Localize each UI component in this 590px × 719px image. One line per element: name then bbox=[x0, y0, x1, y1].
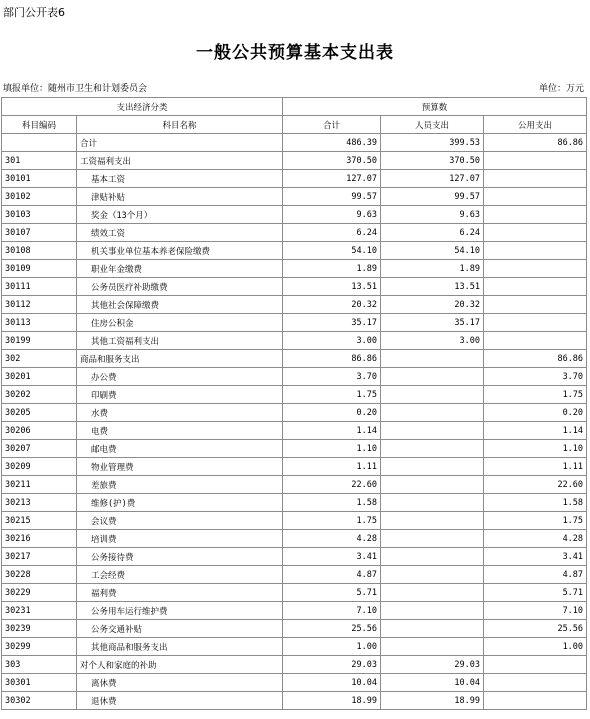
personnel-expense-cell: 399.53 bbox=[381, 134, 484, 152]
subject-name-cell: 邮电费 bbox=[77, 440, 283, 458]
subject-name-cell: 住房公积金 bbox=[77, 314, 283, 332]
personnel-expense-cell bbox=[381, 638, 484, 656]
subject-code-cell: 30103 bbox=[2, 206, 77, 224]
subject-code-cell: 30217 bbox=[2, 548, 77, 566]
subject-code-cell: 30202 bbox=[2, 386, 77, 404]
public-expense-cell: 1.00 bbox=[484, 638, 587, 656]
total-cell: 29.03 bbox=[283, 656, 381, 674]
table-row bbox=[2, 134, 587, 152]
table-row bbox=[2, 548, 587, 566]
subject-name-cell: 对个人和家庭的补助 bbox=[77, 656, 283, 674]
public-expense-cell bbox=[484, 224, 587, 242]
subject-code-cell: 30199 bbox=[2, 332, 77, 350]
personnel-expense-cell: 29.03 bbox=[381, 656, 484, 674]
subject-name-cell: 离休费 bbox=[77, 674, 283, 692]
header-public-expense: 公用支出 bbox=[484, 116, 587, 134]
header-total: 合计 bbox=[283, 116, 381, 134]
total-cell: 4.28 bbox=[283, 530, 381, 548]
subject-code-cell: 30101 bbox=[2, 170, 77, 188]
subject-name-cell: 差旅费 bbox=[77, 476, 283, 494]
total-cell: 18.99 bbox=[283, 692, 381, 710]
table-row bbox=[2, 296, 587, 314]
personnel-expense-cell bbox=[381, 458, 484, 476]
personnel-expense-cell bbox=[381, 620, 484, 638]
subject-name-cell: 机关事业单位基本养老保险缴费 bbox=[77, 242, 283, 260]
subject-name-cell: 退休费 bbox=[77, 692, 283, 710]
total-cell: 1.89 bbox=[283, 260, 381, 278]
personnel-expense-cell bbox=[381, 440, 484, 458]
table-row bbox=[2, 602, 587, 620]
subject-code-cell: 30108 bbox=[2, 242, 77, 260]
personnel-expense-cell: 6.24 bbox=[381, 224, 484, 242]
table-row bbox=[2, 638, 587, 656]
subject-name-cell: 培训费 bbox=[77, 530, 283, 548]
subject-code-cell: 30211 bbox=[2, 476, 77, 494]
public-expense-cell bbox=[484, 296, 587, 314]
personnel-expense-cell bbox=[381, 350, 484, 368]
subject-name-cell: 印刷费 bbox=[77, 386, 283, 404]
currency-unit: 单位：万元 bbox=[538, 84, 584, 94]
subject-code-cell: 30207 bbox=[2, 440, 77, 458]
subject-name-cell: 工资福利支出 bbox=[77, 152, 283, 170]
subject-name-cell: 电费 bbox=[77, 422, 283, 440]
public-expense-cell: 3.70 bbox=[484, 368, 587, 386]
total-cell: 1.75 bbox=[283, 386, 381, 404]
subject-code-cell: 30107 bbox=[2, 224, 77, 242]
personnel-expense-cell: 1.89 bbox=[381, 260, 484, 278]
subject-name-cell: 公务员医疗补助缴费 bbox=[77, 278, 283, 296]
subject-name-cell: 会议费 bbox=[77, 512, 283, 530]
table-row bbox=[2, 368, 587, 386]
subject-code-cell: 30239 bbox=[2, 620, 77, 638]
subject-code-cell: 30109 bbox=[2, 260, 77, 278]
total-cell: 1.58 bbox=[283, 494, 381, 512]
total-cell: 3.41 bbox=[283, 548, 381, 566]
subject-code-cell: 30228 bbox=[2, 566, 77, 584]
subject-code-cell: 30201 bbox=[2, 368, 77, 386]
total-cell: 86.86 bbox=[283, 350, 381, 368]
public-expense-cell: 1.75 bbox=[484, 512, 587, 530]
table-row bbox=[2, 314, 587, 332]
personnel-expense-cell bbox=[381, 368, 484, 386]
public-expense-cell: 22.60 bbox=[484, 476, 587, 494]
public-expense-cell bbox=[484, 242, 587, 260]
table-row bbox=[2, 242, 587, 260]
public-expense-cell: 1.58 bbox=[484, 494, 587, 512]
public-expense-cell: 3.41 bbox=[484, 548, 587, 566]
total-cell: 1.75 bbox=[283, 512, 381, 530]
personnel-expense-cell: 127.07 bbox=[381, 170, 484, 188]
subject-code-cell: 30302 bbox=[2, 692, 77, 710]
table-row bbox=[2, 188, 587, 206]
subject-name-cell: 绩效工资 bbox=[77, 224, 283, 242]
subject-code-cell: 30112 bbox=[2, 296, 77, 314]
personnel-expense-cell: 99.57 bbox=[381, 188, 484, 206]
budget-table bbox=[1, 97, 587, 710]
subject-name-cell: 其他工资福利支出 bbox=[77, 332, 283, 350]
subject-code-cell: 30215 bbox=[2, 512, 77, 530]
personnel-expense-cell bbox=[381, 530, 484, 548]
total-cell: 3.70 bbox=[283, 368, 381, 386]
subject-code-cell: 30216 bbox=[2, 530, 77, 548]
total-cell: 7.10 bbox=[283, 602, 381, 620]
total-cell: 127.07 bbox=[283, 170, 381, 188]
subject-code-cell: 302 bbox=[2, 350, 77, 368]
personnel-expense-cell bbox=[381, 494, 484, 512]
personnel-expense-cell: 13.51 bbox=[381, 278, 484, 296]
table-row bbox=[2, 350, 587, 368]
personnel-expense-cell: 35.17 bbox=[381, 314, 484, 332]
personnel-expense-cell bbox=[381, 476, 484, 494]
subject-code-cell: 30113 bbox=[2, 314, 77, 332]
filling-unit: 填报单位：随州市卫生和计划委员会 bbox=[3, 84, 148, 94]
total-cell: 9.63 bbox=[283, 206, 381, 224]
public-expense-cell bbox=[484, 206, 587, 224]
subject-code-cell: 30229 bbox=[2, 584, 77, 602]
table-row bbox=[2, 170, 587, 188]
header-economic-classification: 支出经济分类 bbox=[2, 98, 283, 116]
public-expense-cell: 86.86 bbox=[484, 134, 587, 152]
total-cell: 1.14 bbox=[283, 422, 381, 440]
total-cell: 22.60 bbox=[283, 476, 381, 494]
total-cell: 3.00 bbox=[283, 332, 381, 350]
personnel-expense-cell: 20.32 bbox=[381, 296, 484, 314]
total-cell: 370.50 bbox=[283, 152, 381, 170]
total-cell: 0.20 bbox=[283, 404, 381, 422]
subject-name-cell: 公务交通补贴 bbox=[77, 620, 283, 638]
personnel-expense-cell bbox=[381, 566, 484, 584]
table-row bbox=[2, 404, 587, 422]
table-row bbox=[2, 476, 587, 494]
subject-code-cell: 30206 bbox=[2, 422, 77, 440]
total-cell: 1.00 bbox=[283, 638, 381, 656]
subject-name-cell: 合计 bbox=[77, 134, 283, 152]
public-expense-cell bbox=[484, 278, 587, 296]
subject-code-cell: 301 bbox=[2, 152, 77, 170]
subject-code-cell bbox=[2, 134, 77, 152]
table-row bbox=[2, 656, 587, 674]
subject-name-cell: 奖金（13个月） bbox=[77, 206, 283, 224]
table-row bbox=[2, 422, 587, 440]
total-cell: 20.32 bbox=[283, 296, 381, 314]
total-cell: 25.56 bbox=[283, 620, 381, 638]
page-title: 一般公共预算基本支出表 bbox=[196, 43, 394, 63]
table-row bbox=[2, 224, 587, 242]
public-expense-cell: 4.28 bbox=[484, 530, 587, 548]
table-row bbox=[2, 566, 587, 584]
public-expense-cell: 7.10 bbox=[484, 602, 587, 620]
public-expense-cell: 0.20 bbox=[484, 404, 587, 422]
personnel-expense-cell bbox=[381, 512, 484, 530]
total-cell: 54.10 bbox=[283, 242, 381, 260]
personnel-expense-cell bbox=[381, 386, 484, 404]
total-cell: 10.04 bbox=[283, 674, 381, 692]
header-row-group bbox=[2, 98, 587, 116]
table-row bbox=[2, 674, 587, 692]
total-cell: 99.57 bbox=[283, 188, 381, 206]
subject-name-cell: 办公费 bbox=[77, 368, 283, 386]
public-expense-cell: 1.10 bbox=[484, 440, 587, 458]
subject-code-cell: 30231 bbox=[2, 602, 77, 620]
subject-name-cell: 津贴补贴 bbox=[77, 188, 283, 206]
public-expense-cell bbox=[484, 170, 587, 188]
subject-name-cell: 水费 bbox=[77, 404, 283, 422]
total-cell: 1.11 bbox=[283, 458, 381, 476]
total-cell: 4.87 bbox=[283, 566, 381, 584]
public-expense-cell bbox=[484, 332, 587, 350]
document-label: 部门公开表6 bbox=[3, 6, 65, 19]
public-expense-cell: 1.75 bbox=[484, 386, 587, 404]
public-expense-cell: 86.86 bbox=[484, 350, 587, 368]
personnel-expense-cell: 370.50 bbox=[381, 152, 484, 170]
subject-name-cell: 商品和服务支出 bbox=[77, 350, 283, 368]
personnel-expense-cell bbox=[381, 602, 484, 620]
table-row bbox=[2, 278, 587, 296]
subject-code-cell: 30209 bbox=[2, 458, 77, 476]
personnel-expense-cell: 10.04 bbox=[381, 674, 484, 692]
subject-name-cell: 公务用车运行维护费 bbox=[77, 602, 283, 620]
subject-code-cell: 30111 bbox=[2, 278, 77, 296]
personnel-expense-cell: 9.63 bbox=[381, 206, 484, 224]
header-row-columns bbox=[2, 116, 587, 134]
table-row bbox=[2, 332, 587, 350]
table-row bbox=[2, 692, 587, 710]
subject-name-cell: 公务接待费 bbox=[77, 548, 283, 566]
public-expense-cell: 25.56 bbox=[484, 620, 587, 638]
total-cell: 35.17 bbox=[283, 314, 381, 332]
personnel-expense-cell: 54.10 bbox=[381, 242, 484, 260]
header-subject-name: 科目名称 bbox=[77, 116, 283, 134]
subject-name-cell: 维修(护)费 bbox=[77, 494, 283, 512]
header-personnel-expense: 人员支出 bbox=[381, 116, 484, 134]
public-expense-cell bbox=[484, 188, 587, 206]
subject-name-cell: 其他商品和服务支出 bbox=[77, 638, 283, 656]
subject-name-cell: 基本工资 bbox=[77, 170, 283, 188]
header-budget-amount: 预算数 bbox=[283, 98, 587, 116]
table-row bbox=[2, 440, 587, 458]
personnel-expense-cell: 18.99 bbox=[381, 692, 484, 710]
total-cell: 1.10 bbox=[283, 440, 381, 458]
subject-code-cell: 303 bbox=[2, 656, 77, 674]
subject-name-cell: 工会经费 bbox=[77, 566, 283, 584]
table-row bbox=[2, 620, 587, 638]
subject-name-cell: 福利费 bbox=[77, 584, 283, 602]
public-expense-cell: 1.11 bbox=[484, 458, 587, 476]
table-row bbox=[2, 584, 587, 602]
table-row bbox=[2, 494, 587, 512]
public-expense-cell bbox=[484, 692, 587, 710]
subject-code-cell: 30102 bbox=[2, 188, 77, 206]
public-expense-cell bbox=[484, 260, 587, 278]
table-row bbox=[2, 458, 587, 476]
public-expense-cell: 1.14 bbox=[484, 422, 587, 440]
public-expense-cell: 4.87 bbox=[484, 566, 587, 584]
table-row bbox=[2, 206, 587, 224]
personnel-expense-cell bbox=[381, 404, 484, 422]
subject-code-cell: 30213 bbox=[2, 494, 77, 512]
total-cell: 5.71 bbox=[283, 584, 381, 602]
header-subject-code: 科目编码 bbox=[2, 116, 77, 134]
subject-name-cell: 物业管理费 bbox=[77, 458, 283, 476]
personnel-expense-cell bbox=[381, 584, 484, 602]
personnel-expense-cell bbox=[381, 422, 484, 440]
subject-code-cell: 30205 bbox=[2, 404, 77, 422]
subject-name-cell: 其他社会保障缴费 bbox=[77, 296, 283, 314]
total-cell: 6.24 bbox=[283, 224, 381, 242]
subject-code-cell: 30301 bbox=[2, 674, 77, 692]
total-cell: 486.39 bbox=[283, 134, 381, 152]
table-row bbox=[2, 152, 587, 170]
public-expense-cell: 5.71 bbox=[484, 584, 587, 602]
public-expense-cell bbox=[484, 656, 587, 674]
subject-code-cell: 30299 bbox=[2, 638, 77, 656]
public-expense-cell bbox=[484, 152, 587, 170]
public-expense-cell bbox=[484, 314, 587, 332]
total-cell: 13.51 bbox=[283, 278, 381, 296]
personnel-expense-cell: 3.00 bbox=[381, 332, 484, 350]
table-row bbox=[2, 386, 587, 404]
public-expense-cell bbox=[484, 674, 587, 692]
personnel-expense-cell bbox=[381, 548, 484, 566]
table-row bbox=[2, 512, 587, 530]
table-row bbox=[2, 530, 587, 548]
table-row bbox=[2, 260, 587, 278]
subject-name-cell: 职业年金缴费 bbox=[77, 260, 283, 278]
